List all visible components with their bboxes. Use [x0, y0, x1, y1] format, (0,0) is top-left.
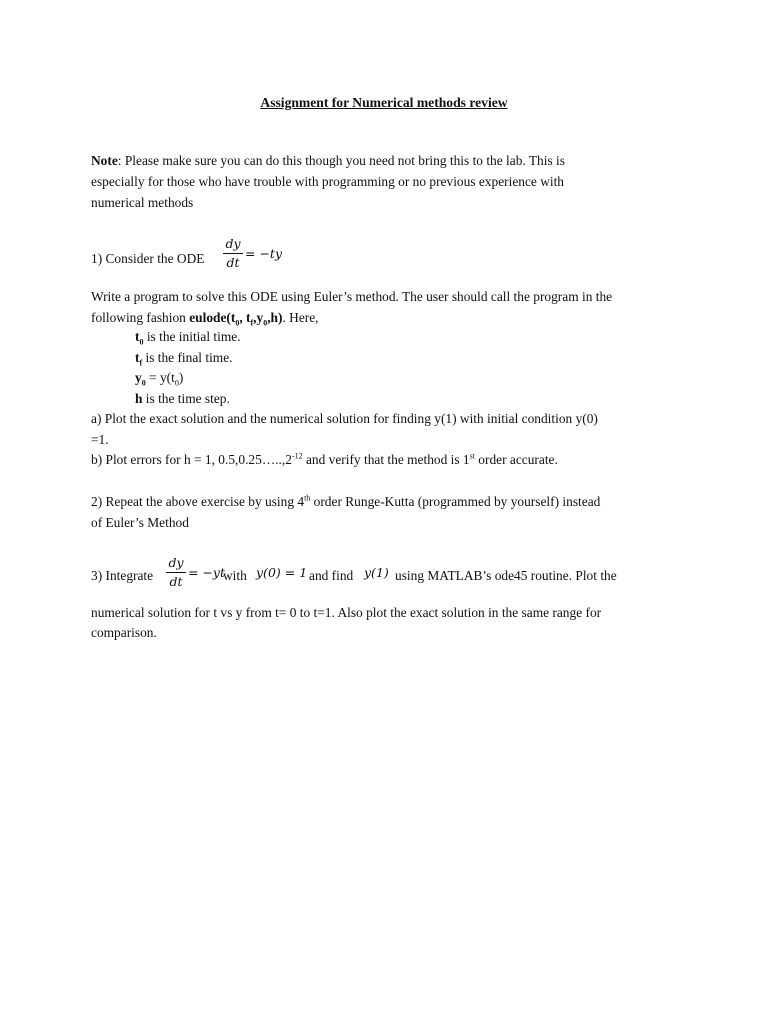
q3-continuation [91, 603, 681, 643]
q1-frac-bar [223, 253, 243, 254]
part-b-sup2: st [469, 451, 475, 461]
q3-target: y(1) [364, 565, 389, 580]
q2-line-2: of Euler’s Method [91, 515, 189, 530]
q2-sup: th [304, 493, 311, 503]
note-line-3: numerical methods [91, 195, 194, 210]
q3-fraction [166, 555, 186, 590]
call-sub-f: f [250, 318, 254, 328]
param-h [135, 389, 535, 410]
q2-pre: 2) Repeat the above exercise by using 4 [91, 494, 305, 509]
note-line-2: especially for those who have trouble with programming or no previous experience with [91, 174, 565, 189]
param-t0-var: t [135, 329, 140, 344]
q1-prefix: 1) Consider the ODE [91, 251, 205, 266]
program-line2-pre: following fashion [91, 310, 186, 325]
parameter-list [135, 327, 535, 409]
q3-frac-numerator: dy [168, 555, 184, 570]
param-y0-eq-end: ) [178, 370, 184, 385]
call-name: eulode(t [189, 310, 236, 325]
q2-paragraph [91, 491, 681, 533]
param-t0-sub: 0 [139, 337, 144, 347]
q3-post: using MATLAB’s ode45 routine. Plot the [395, 568, 617, 583]
q3-line-2: numerical solution for t vs y from t= 0 to t=1. Also plot the exact solution in the same range for [91, 605, 602, 620]
call-sub-0: 0 [235, 318, 240, 328]
param-tf-var: t [135, 349, 140, 365]
note-paragraph [91, 150, 681, 213]
call-sep-1: , t [239, 310, 251, 325]
program-paragraph [91, 286, 681, 328]
call-sub-0b: 0 [263, 318, 268, 328]
param-h-desc: is the time step. [142, 390, 230, 406]
q3-initial-condition: y(0) = 1 [256, 565, 308, 580]
part-a-line-1: a) Plot the exact solution and the numerical solution for finding y(1) with initial condition y(0) [91, 411, 598, 426]
document-title: Assignment for Numerical methods review [260, 95, 508, 110]
note-text-1: : Please make sure you can do this though you need not bring this to the lab. This is [117, 153, 565, 168]
part-b-mid: and verify that the method is 1 [302, 452, 470, 467]
part-b-sup: -12 [291, 451, 303, 461]
param-tf-sub: f [139, 358, 143, 368]
param-h-var: h [135, 390, 143, 406]
q1-rhs: = −ty [245, 246, 283, 261]
q2-post: order Runge-Kutta (programmed by yourself) instead [310, 494, 601, 509]
param-tf [135, 348, 535, 369]
part-b-line [91, 450, 681, 471]
q3-frac-denominator: dt [169, 574, 183, 589]
note-label: Note [91, 153, 118, 168]
param-tf-desc: is the final time. [142, 349, 233, 365]
q3-frac-bar [166, 572, 186, 573]
q1-frac-numerator: dy [225, 236, 241, 251]
program-line-1: Write a program to solve this ODE using Euler’s method. The user should call the program in the [91, 289, 613, 304]
q1-frac-denominator: dt [226, 255, 240, 270]
param-y0 [135, 368, 535, 389]
param-y0-var: y [135, 370, 142, 385]
part-b-post: order accurate. [474, 452, 558, 467]
call-sep-2: ,y [253, 310, 264, 325]
param-y0-sub: 0 [141, 378, 146, 388]
q3-with: with [223, 568, 247, 583]
param-y0-eq-sub: 0 [174, 378, 179, 388]
function-call [189, 310, 283, 328]
param-t0 [135, 327, 535, 348]
call-end: ,h) [267, 310, 283, 325]
part-b-pre: b) Plot errors for h = 1, 0.5,0.25…..,2 [91, 452, 292, 467]
q3-and-find: and find [309, 568, 354, 583]
q3-prefix: 3) Integrate [91, 568, 154, 583]
q1-fraction [223, 236, 243, 271]
program-line-2 [91, 307, 681, 328]
note-line-1 [91, 150, 681, 171]
param-y0-eq: = y(t [145, 370, 175, 385]
q3-line-3: comparison. [91, 625, 157, 640]
parts-paragraph [91, 409, 681, 471]
program-line2-post: . Here, [282, 310, 319, 325]
part-a-line-2: =1. [91, 431, 109, 447]
param-t0-desc: is the initial time. [143, 329, 241, 344]
q3-rhs: = −yt [188, 565, 226, 580]
q2-line-1 [91, 491, 681, 512]
